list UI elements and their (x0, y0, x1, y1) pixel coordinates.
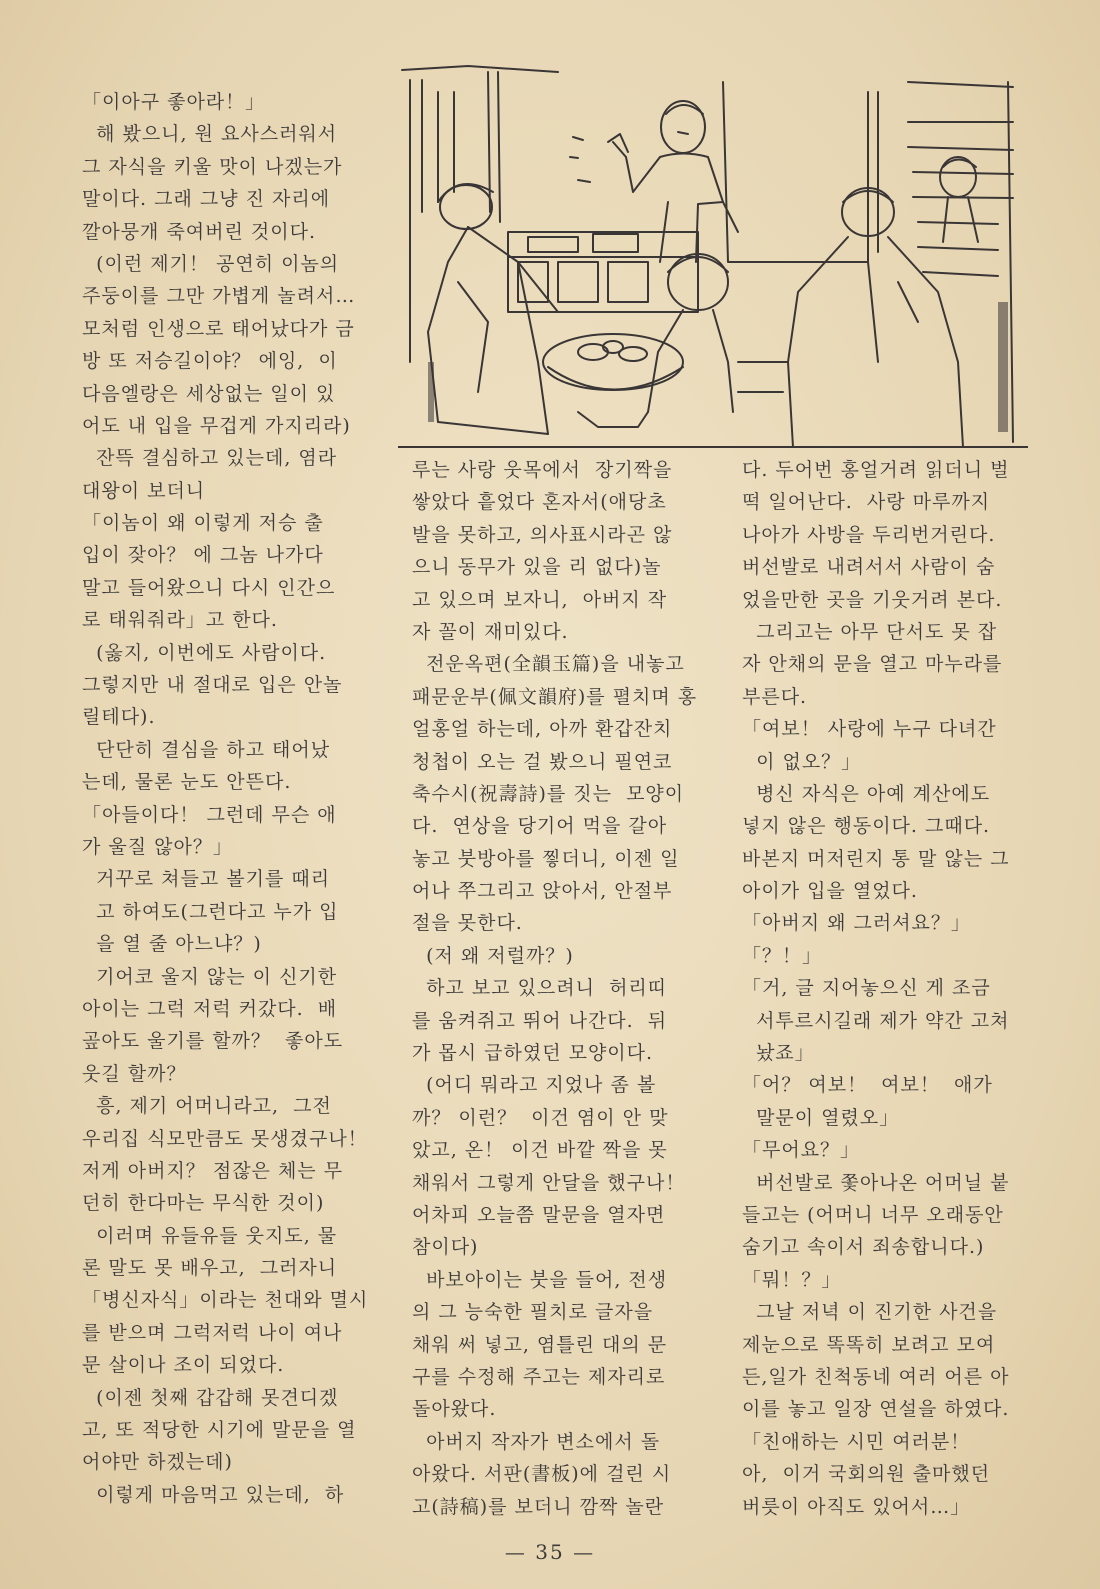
text-line: 고 하여도(그런다고 누가 입 (82, 900, 339, 923)
text-line: 을 열 줄 아느냐？) (82, 933, 262, 956)
text-line: 를 움켜쥐고 뛰어 나간다. 뒤 (412, 1009, 668, 1032)
text-line: 자 안채의 문을 열고 마누라를 (742, 653, 1003, 676)
text-line: 「무어요？」 (742, 1139, 861, 1162)
text-line: 이를 놓고 일장 연설을 하였다. (742, 1398, 1010, 1421)
text-line: 돌아왔다. (412, 1398, 497, 1421)
text-line: 축수시(祝壽詩)를 짓는 모양이 (412, 782, 685, 805)
text-line: 문 살이나 조이 되었다. (82, 1354, 285, 1377)
text-line: 「이아구 좋아라！」 (82, 91, 266, 113)
text-line: 어야만 하겠는데) (82, 1451, 233, 1474)
text-column-middle (412, 454, 707, 1523)
text-line: 「병신자식」이라는 천대와 멸시 (82, 1289, 369, 1312)
text-line: 말문이 열렸오」 (742, 1106, 900, 1129)
text-line: 채워 써 넣고, 염틀린 대의 문 (412, 1333, 668, 1356)
text-line: 어도 내 입을 무겁게 가지리라) (82, 414, 351, 437)
text-line: 버선발로 쫓아나온 어머닐 붙 (742, 1171, 1010, 1194)
text-line: 어차피 오늘쯤 말문을 열자면 (412, 1203, 666, 1226)
text-line: 해 봤으니, 원 요사스러워서 (82, 123, 338, 146)
text-line: 부른다. (742, 685, 808, 708)
text-line: 깔아뭉개 죽여버린 것이다. (82, 220, 317, 243)
text-line: (어디 뭐라고 지었나 좀 볼 (412, 1074, 657, 1097)
text-line: 제눈으로 똑똑히 보려고 모여 (742, 1333, 996, 1356)
text-line: 았고, 온！ 이건 바깥 짝을 못 (412, 1139, 668, 1162)
text-line: 패문운부(佩文韻府)를 펼치며 홍 (412, 685, 698, 708)
text-line: 저게 아버지？ 점잖은 체는 무 (82, 1159, 344, 1182)
text-line: 으니 동무가 있을 리 없다)놀 (412, 556, 662, 579)
text-line: 바보아이는 붓을 들어, 전생 (412, 1268, 668, 1291)
text-line: 말이다. 그래 그냥 진 자리에 (82, 188, 331, 211)
text-line: 아왔다. 서판(書板)에 걸린 시 (412, 1463, 672, 1486)
text-line: 대왕이 보더니 (82, 479, 206, 502)
text-line: 릴테다). (82, 706, 156, 729)
text-line: 었을만한 곳을 기웃거려 본다. (742, 588, 1003, 611)
text-line: 가 울질 않아？」 (82, 835, 233, 858)
text-line: 놓고 붓방아를 찧더니, 이젠 일 (412, 847, 680, 870)
text-line: 이렇게 마음먹고 있는데, 하 (82, 1483, 345, 1506)
text-line: 흥, 제기 어머니라고, 그전 (82, 1095, 332, 1118)
text-line: 다. 두어번 홍얼거려 읽더니 벌 (742, 459, 1010, 481)
text-line: 얼홍얼 하는데, 아까 환갑잔치 (412, 718, 673, 741)
text-line: 루는 사랑 웃목에서 장기짝을 (412, 459, 673, 481)
text-line: 로 태워줘라」고 한다. (82, 609, 278, 632)
text-column-right (742, 454, 1032, 1523)
text-line: 버선발로 내려서서 사람이 숨 (742, 556, 996, 579)
text-line: 다. 연상을 당기어 먹을 갈아 (412, 815, 668, 838)
text-line: (옳지, 이번에도 사람이다. (82, 641, 327, 664)
text-line: 「거, 글 지어놓으신 게 조금 (742, 977, 991, 1000)
text-column-left (82, 86, 382, 1511)
text-line: 자 꼴이 재미있다. (412, 620, 569, 643)
text-line: 떡 일어난다. 사랑 마루까지 (742, 491, 991, 514)
text-line: 가 몹시 급하였던 모양이다. (412, 1042, 654, 1065)
text-line: 를 받으며 그럭저럭 나이 여나 (82, 1321, 343, 1344)
text-line: 다음엘랑은 세상없는 일이 있 (82, 382, 336, 405)
text-line: 「친애하는 시민 여러분！ (742, 1430, 971, 1453)
text-line: 단단히 결심을 하고 태어났 (82, 738, 331, 761)
text-line: 하고 보고 있으려니 허리띠 (412, 977, 668, 1000)
text-line: 아이가 입을 열었다. (742, 880, 918, 903)
text-line: 이 없오？」 (742, 750, 862, 773)
text-line: 「아들이다！ 그런데 무슨 애 (82, 803, 337, 826)
page-number: — 35 — (504, 1540, 596, 1564)
text-line: 던히 한다마는 무식한 것이) (82, 1192, 325, 1215)
text-line: 웃길 할까？ (82, 1062, 187, 1085)
text-line: 의 그 능숙한 필치로 글자을 (412, 1301, 654, 1324)
text-line: 어나 쭈그리고 앉아서, 안절부 (412, 880, 673, 903)
text-line: 그리고는 아무 단서도 못 잡 (742, 620, 998, 643)
text-line: 청첩이 오는 걸 봤으니 필연코 (412, 750, 673, 773)
text-line: 채워서 그렇게 안달을 했구나！ (412, 1171, 686, 1194)
text-line: 든,일가 친척동네 여러 어른 아 (742, 1365, 1010, 1388)
text-line: 잔뜩 결심하고 있는데, 염라 (82, 447, 338, 470)
text-line: (저 왜 저럴까？) (412, 944, 574, 967)
text-line: 「이놈이 왜 이렇게 저승 출 (82, 512, 324, 535)
illustration-family-scene (398, 62, 1028, 452)
text-line: 우리집 식모만큼도 못생겼구나！ (82, 1127, 368, 1150)
text-line: 놨죠」 (742, 1042, 815, 1065)
text-line: 바본지 머저린지 통 말 않는 그 (742, 847, 1010, 870)
text-line: 고, 또 적당한 시기에 말문을 열 (82, 1419, 357, 1442)
text-line: 「여보！ 사랑에 누구 다녀간 (742, 718, 997, 741)
text-line: 절을 못한다. (412, 912, 523, 935)
text-line: 「아버지 왜 그러셔요？」 (742, 912, 971, 935)
text-line: (이젠 첫째 갑갑해 못견디겠 (82, 1386, 339, 1409)
text-line: 「뭐！？」 (742, 1268, 842, 1291)
text-line: 병신 자식은 아예 계산에도 (742, 782, 991, 805)
text-line: 숨기고 속이서 죄송합니다.) (742, 1236, 985, 1259)
text-line: 고 있으며 보자니, 아버지 작 (412, 588, 668, 611)
text-line: 버릇이 아직도 있어서…」 (742, 1495, 971, 1518)
text-line: 고(詩稿)를 보더니 깜짝 놀란 (412, 1495, 665, 1518)
text-line: (이런 제기！ 공연히 이놈의 (82, 252, 340, 275)
text-line: 방 또 저승길이야？ 에잉, 이 (82, 350, 338, 373)
text-line: 구를 수정해 주고는 제자리로 (412, 1365, 666, 1388)
text-line: 아이는 그럭 저럭 커갔다. 배 (82, 997, 338, 1020)
text-line: 론 말도 못 배우고, 그러자니 (82, 1257, 338, 1280)
text-line: 모처럼 인생으로 태어났다가 금 (82, 317, 355, 340)
text-line: 넣지 않은 행동이다. 그때다. (742, 815, 991, 838)
text-line: 쌓았다 흩었다 혼자서(애당초 (412, 491, 667, 514)
text-line: 서투르시길래 제가 약간 고쳐 (742, 1009, 1010, 1032)
text-line: 전운옥편(全韻玉篇)을 내놓고 (412, 653, 685, 676)
text-line: 들고는 (어머니 너무 오래동안 (742, 1203, 1004, 1226)
text-line: 그 자식을 키울 맛이 나겠는가 (82, 155, 343, 178)
text-line: 이러며 유들유들 웃지도, 물 (82, 1224, 338, 1247)
text-line: 발을 못하고, 의사표시라곤 않 (412, 523, 673, 546)
text-line: 곺아도 울기를 할까？ 좋아도 (82, 1030, 344, 1053)
text-line: 나아가 사방을 두리번거린다. (742, 523, 996, 546)
text-line: 거꾸로 쳐들고 볼기를 때리 (82, 868, 331, 891)
text-line: 아, 이거 국회의원 출마했던 (742, 1463, 991, 1486)
text-line: 「어？ 여보！ 여보！ 애가 (742, 1074, 993, 1097)
text-line: 입이 잦아？ 에 그놈 나가다 (82, 544, 324, 567)
text-line: 말고 들어왔으니 다시 인간으 (82, 576, 336, 599)
text-line: 「？！」 (742, 944, 823, 967)
text-line: 주둥이를 그만 가볍게 놀려서… (82, 285, 356, 308)
text-line: 는데, 물론 눈도 안뜬다. (82, 771, 292, 794)
text-line: 그날 저녁 이 진기한 사건을 (742, 1301, 998, 1324)
text-line: 참이다) (412, 1236, 479, 1259)
text-line: 그렇지만 내 절대로 입은 안놀 (82, 674, 343, 697)
text-line: 아버지 작자가 변소에서 돌 (412, 1430, 661, 1453)
text-line: 까？ 이런？ 이건 염이 안 맞 (412, 1106, 669, 1129)
text-line: 기어코 울지 않는 이 신기한 (82, 965, 338, 988)
